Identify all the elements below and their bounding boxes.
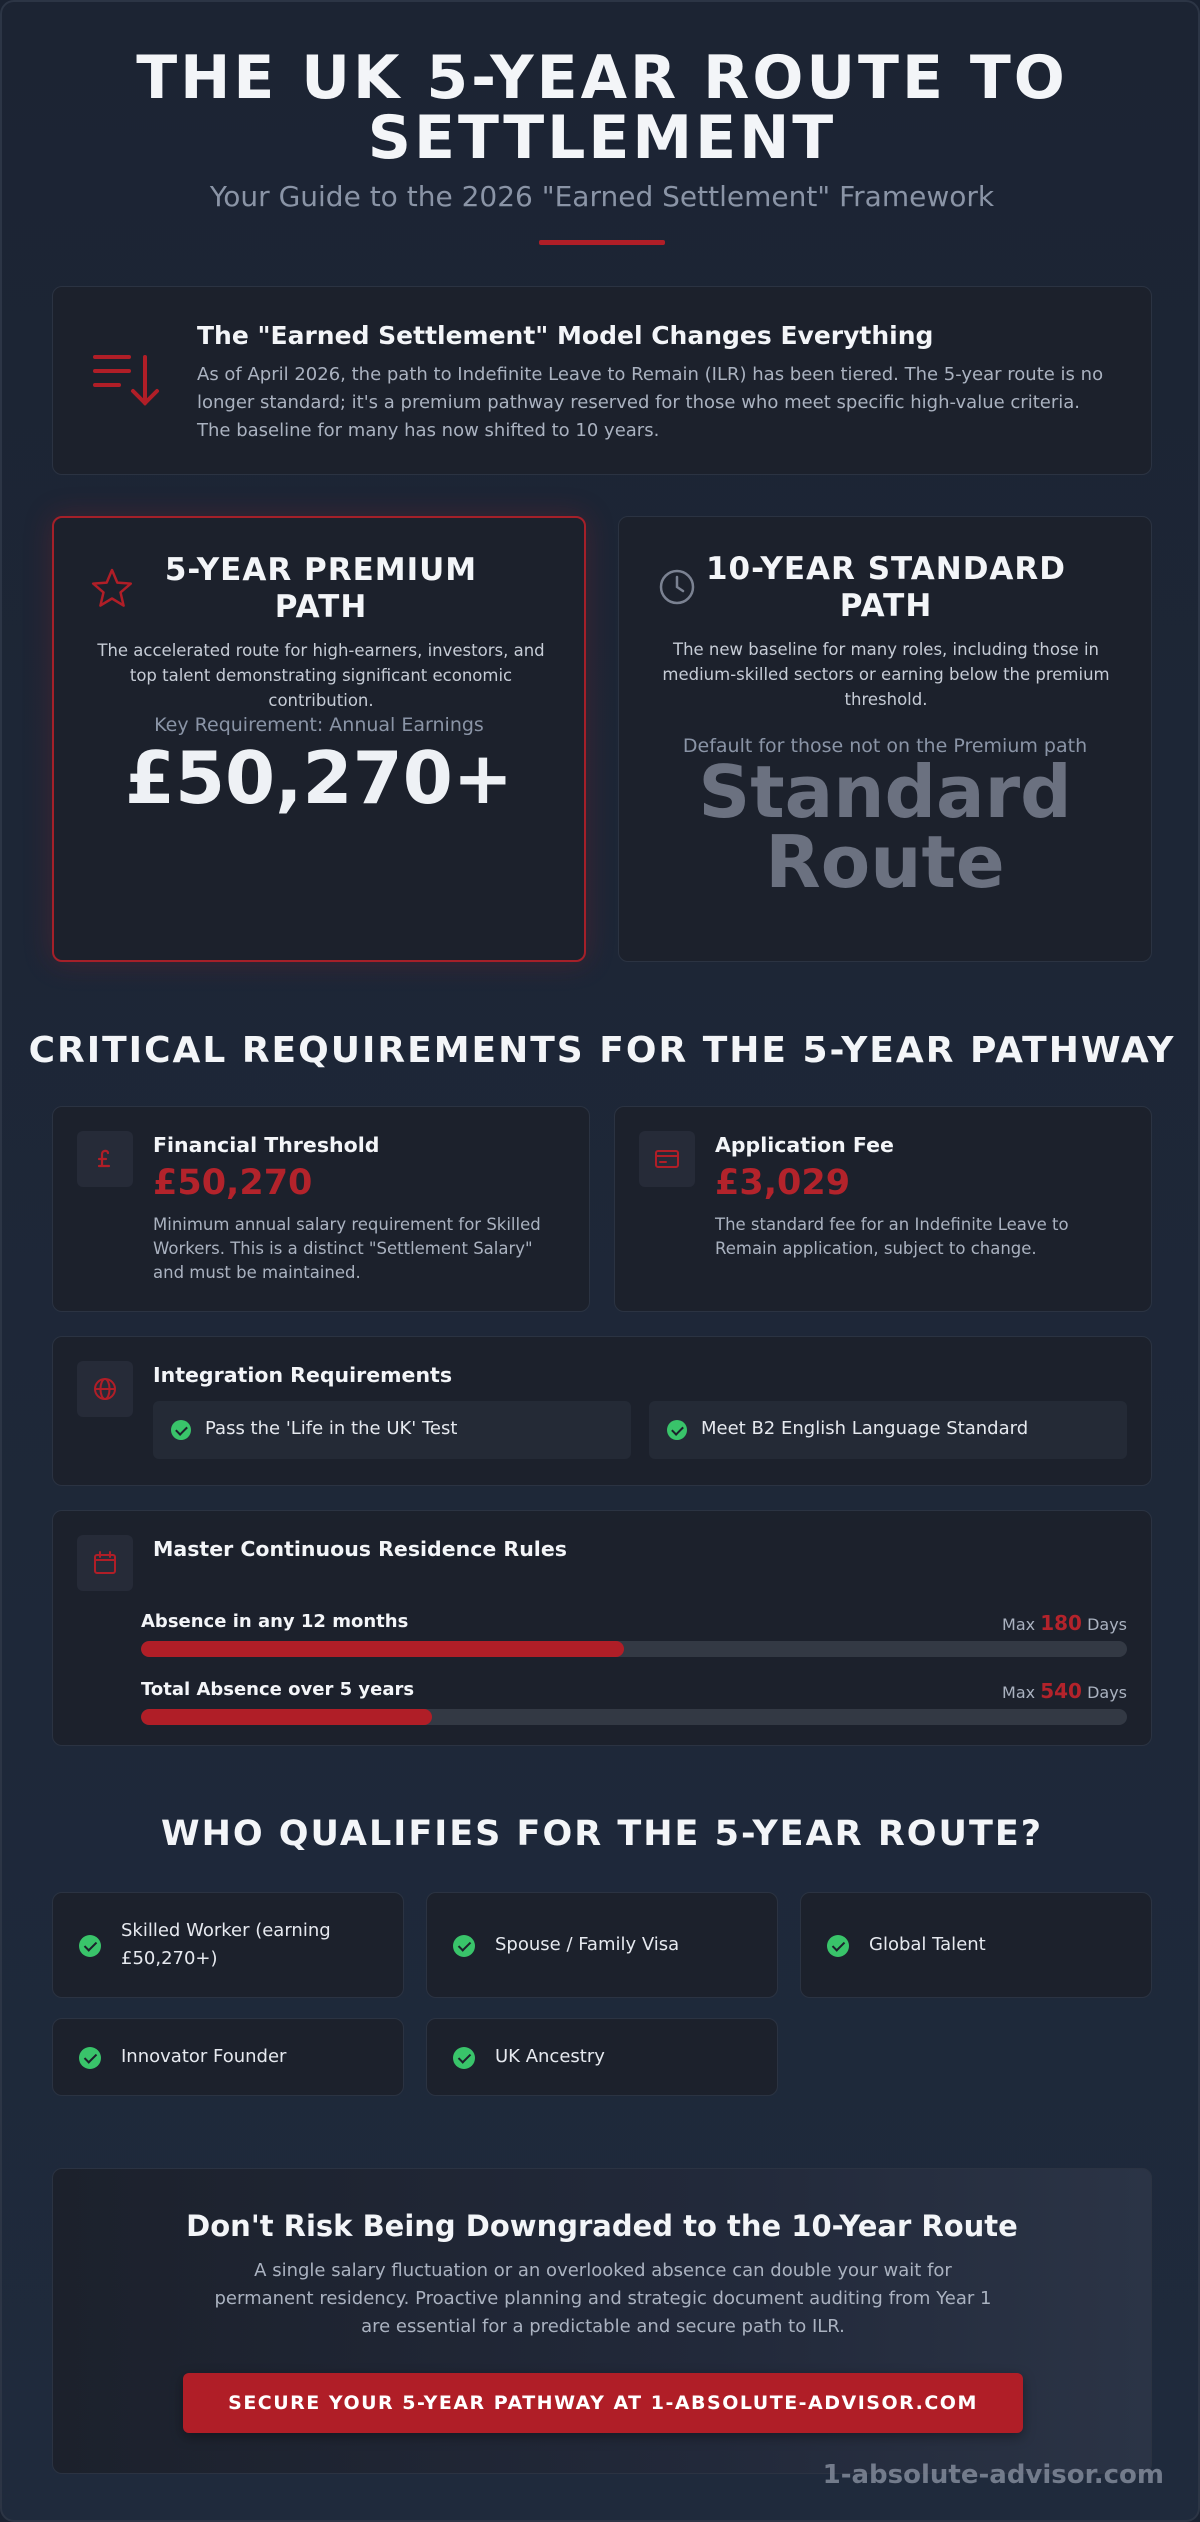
- financial-threshold-card: [52, 1106, 590, 1312]
- premium-path-card: [52, 516, 586, 962]
- absence-rule-label: Absence in any 12 months: [141, 1611, 409, 1632]
- fee-icon-box: [639, 1131, 695, 1187]
- residence-icon-box: [77, 1535, 133, 1591]
- clock-icon: [655, 565, 699, 609]
- absence-rule-max: [1002, 1679, 1127, 1703]
- qualify-item-label: Spouse / Family Visa: [495, 1934, 680, 1955]
- page-title: THE UK 5-YEAR ROUTE TO SETTLEMENT: [136, 43, 1068, 173]
- cta-text: A single salary fluctuation or an overlooked absence can double your wait for permanent residency. Proactive planning and strategic document auditing from Year 1 are essential for a predictable and secure path to ILR.: [214, 2260, 992, 2337]
- integration-item-label: Pass the 'Life in the UK' Test: [205, 1418, 458, 1439]
- star-icon: [90, 566, 134, 610]
- integration-card: [52, 1336, 1152, 1486]
- check-icon: [79, 1935, 101, 1957]
- integration-item: [649, 1401, 1127, 1459]
- cta-title: Don't Risk Being Downgraded to the 10-Year Route: [186, 2209, 1018, 2243]
- intro-text: As of April 2026, the path to Indefinite Leave to Remain (ILR) has been tiered. The 5-year route is no longer standard; it's a premium pathway reserved for those who meet specific high-value criteria. The baseline for many has now shifted to 10 years.: [197, 364, 1104, 441]
- check-icon: [171, 1420, 191, 1440]
- residence-rules-card: [52, 1510, 1152, 1746]
- absence-progress-fill: [141, 1641, 624, 1657]
- application-fee-description: The standard fee for an Indefinite Leave to Remain application, subject to change.: [715, 1215, 1069, 1258]
- application-fee-card: [614, 1106, 1152, 1312]
- absence-progress-track: [141, 1641, 1127, 1657]
- check-icon: [827, 1935, 849, 1957]
- qualify-item: [426, 1892, 778, 1998]
- absence-progress-fill: [141, 1709, 432, 1725]
- qualify-item: [52, 1892, 404, 1998]
- absence-rule-label: Total Absence over 5 years: [141, 1679, 415, 1700]
- qualify-item-label: Innovator Founder: [121, 2046, 287, 2067]
- integration-item: [153, 1401, 631, 1459]
- financial-icon-box: [77, 1131, 133, 1187]
- standard-path-description: The new baseline for many roles, including those in medium-skilled sectors or earning below the premium threshold.: [662, 640, 1110, 709]
- max-suffix: Days: [1087, 1615, 1127, 1634]
- financial-threshold-value: £50,270: [153, 1163, 313, 1203]
- max-prefix: Max: [1002, 1683, 1036, 1702]
- globe-icon: [91, 1375, 119, 1403]
- check-icon: [667, 1420, 687, 1440]
- standard-requirement-label: Default for those not on the Premium path: [682, 735, 1088, 757]
- qualify-item: [426, 2018, 778, 2096]
- qualify-item-label: Global Talent: [869, 1934, 986, 1955]
- critical-requirements-heading: CRITICAL REQUIREMENTS FOR THE 5-YEAR PATHWAY: [28, 1030, 1176, 1071]
- premium-requirement-value: £50,270+: [124, 736, 514, 820]
- premium-path-description: The accelerated route for high-earners, investors, and top talent demonstrating significant economic contribution.: [97, 641, 545, 710]
- secure-pathway-button[interactable]: SECURE YOUR 5-YEAR PATHWAY AT 1-ABSOLUTE-ADVISOR.COM: [183, 2373, 1023, 2433]
- max-days-value: 540: [1040, 1679, 1082, 1703]
- integration-icon-box: [77, 1361, 133, 1417]
- check-icon: [79, 2047, 101, 2069]
- check-icon: [453, 2047, 475, 2069]
- application-fee-title: Application Fee: [715, 1133, 894, 1157]
- page-subtitle: Your Guide to the 2026 "Earned Settlement" Framework: [209, 180, 995, 213]
- check-icon: [453, 1935, 475, 1957]
- financial-threshold-title: Financial Threshold: [153, 1133, 380, 1157]
- qualify-item-label: UK Ancestry: [495, 2046, 605, 2067]
- pound-icon: [91, 1145, 119, 1173]
- absence-progress-track: [141, 1709, 1127, 1725]
- qualify-item-label: Skilled Worker (earning £50,270+): [121, 1920, 331, 1969]
- max-suffix: Days: [1087, 1683, 1127, 1702]
- who-qualifies-heading: WHO QUALIFIES FOR THE 5-YEAR ROUTE?: [160, 1814, 1044, 1854]
- max-days-value: 180: [1040, 1611, 1082, 1635]
- residence-rules-title: Master Continuous Residence Rules: [153, 1537, 567, 1561]
- title-divider: [539, 240, 665, 245]
- intro-card: [52, 286, 1152, 475]
- payment-card-icon: [653, 1145, 681, 1173]
- standard-requirement-value: Standard Route: [698, 750, 1072, 904]
- premium-requirement-label: Key Requirement: Annual Earnings: [154, 714, 484, 736]
- sort-down-icon: [89, 347, 161, 413]
- intro-title: The "Earned Settlement" Model Changes Everything: [197, 321, 934, 350]
- application-fee-value: £3,029: [715, 1163, 851, 1203]
- integration-title: Integration Requirements: [153, 1363, 453, 1387]
- financial-threshold-description: Minimum annual salary requirement for Skilled Workers. This is a distinct "Settlement Salary" and must be maintained.: [153, 1215, 541, 1282]
- max-prefix: Max: [1002, 1615, 1036, 1634]
- qualify-item: [800, 1892, 1152, 1998]
- cta-card: [52, 2168, 1152, 2474]
- calendar-icon: [91, 1549, 119, 1577]
- absence-rule-max: [1002, 1611, 1127, 1635]
- qualify-item: [52, 2018, 404, 2096]
- premium-path-title: 5-YEAR PREMIUM PATH: [164, 552, 478, 625]
- standard-path-card: [618, 516, 1152, 962]
- standard-path-title: 10-YEAR STANDARD PATH: [705, 551, 1067, 624]
- integration-item-label: Meet B2 English Language Standard: [701, 1418, 1029, 1439]
- watermark: 1-absolute-advisor.com: [822, 2460, 1164, 2490]
